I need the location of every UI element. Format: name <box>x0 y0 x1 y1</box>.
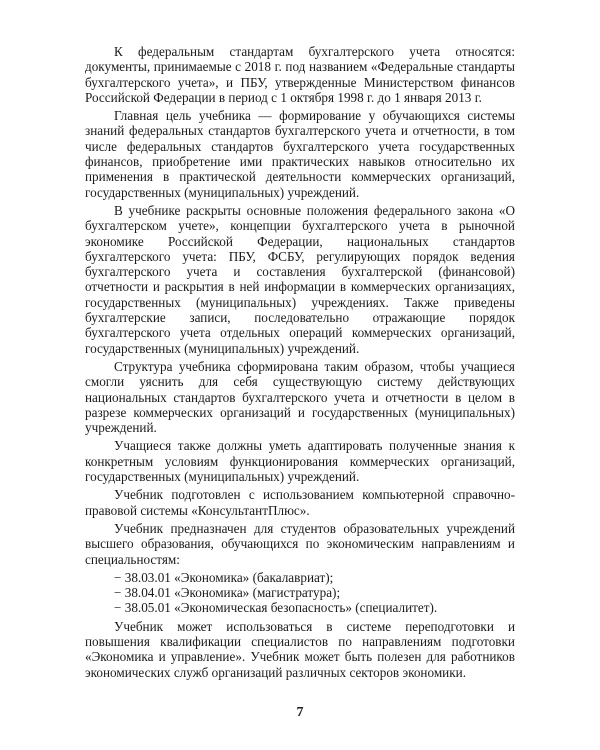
list-item: − 38.03.01 «Экономика» (бакалавриат); <box>114 569 334 585</box>
list-item: − 38.05.01 «Экономическая безопасность» (специалитет). <box>114 600 438 616</box>
paragraph-main-goal: Главная цель учебника — формирование у обучающихся системы знаний федеральных стандартов бухгалтерского учета и отчетности, в том числе федеральных стандартов бухгалтерского учета государственных финансов, приобретение ими практических навыков относительно их применения в практической деятельности коммерческих организаций, государственных (муниципальных) учреждений. <box>85 108 515 200</box>
list-item: − 38.04.01 «Экономика» (магистратура); <box>114 585 341 601</box>
paragraph-consultant-plus: Учебник подготовлен с использованием компьютерной справочно-правовой системы «КонсультантПлюс». <box>85 487 515 518</box>
paragraph-retraining: Учебник может использоваться в системе переподготовки и повышения квалификации специалистов по направлениям подготовки «Экономика и управление». Учебник может быть полезен для работников экономических служб организаций различных секторов экономики. <box>85 618 515 680</box>
paragraph-federal-standards: К федеральным стандартам бухгалтерского учета относятся: документы, принимаемые с 2018 г. под названием «Федеральные стандарты бухгалтерского учета», и ПБУ, утвержденные Министерством финансов Российской Федерации в период с 1 октября 1998 г. до 1 января 2013 г. <box>85 44 515 105</box>
page-number: 7 <box>296 705 304 720</box>
paragraph-audience: Учебник предназначен для студентов образовательных учреждений высшего образования, обучающихся по экономическим направлениям и специальностям: <box>85 520 515 567</box>
paragraph-structure: Структура учебника сформирована таким образом, чтобы учащиеся смогли уяснить для себя существующую систему действующих национальных стандартов бухгалтерского учета и отчетности в целом в разрезе коммерческих организаций и государственных (муниципальных) учреждений. <box>85 358 515 436</box>
body-text <box>85 44 515 683</box>
paragraph-adaptation: Учащиеся также должны уметь адаптировать полученные знания к конкретным условиям функционирования коммерческих организаций, государственных (муниципальных) учреждений. <box>85 438 515 485</box>
paragraph-contents-overview: В учебнике раскрыты основные положения федерального закона «О бухгалтерском учете», концепции бухгалтерского учета в рыночной экономике Российской Федерации, национальных стандартов бухгалтерского учета: ПБУ, ФСБУ, регулирующих порядок ведения бухгалтерского учета и составления бухгалтерской (финансовой) отчетности и раскрытия в ней информации в коммерческих организациях, государственных (муниципальных) учреждениях. Также приведены бухгалтерские записи, последовательно отражающие порядок бухгалтерского учета отдельных операций коммерческих организаций, государственных (муниципальных) учреждений. <box>85 202 515 356</box>
specialty-list <box>85 570 515 616</box>
